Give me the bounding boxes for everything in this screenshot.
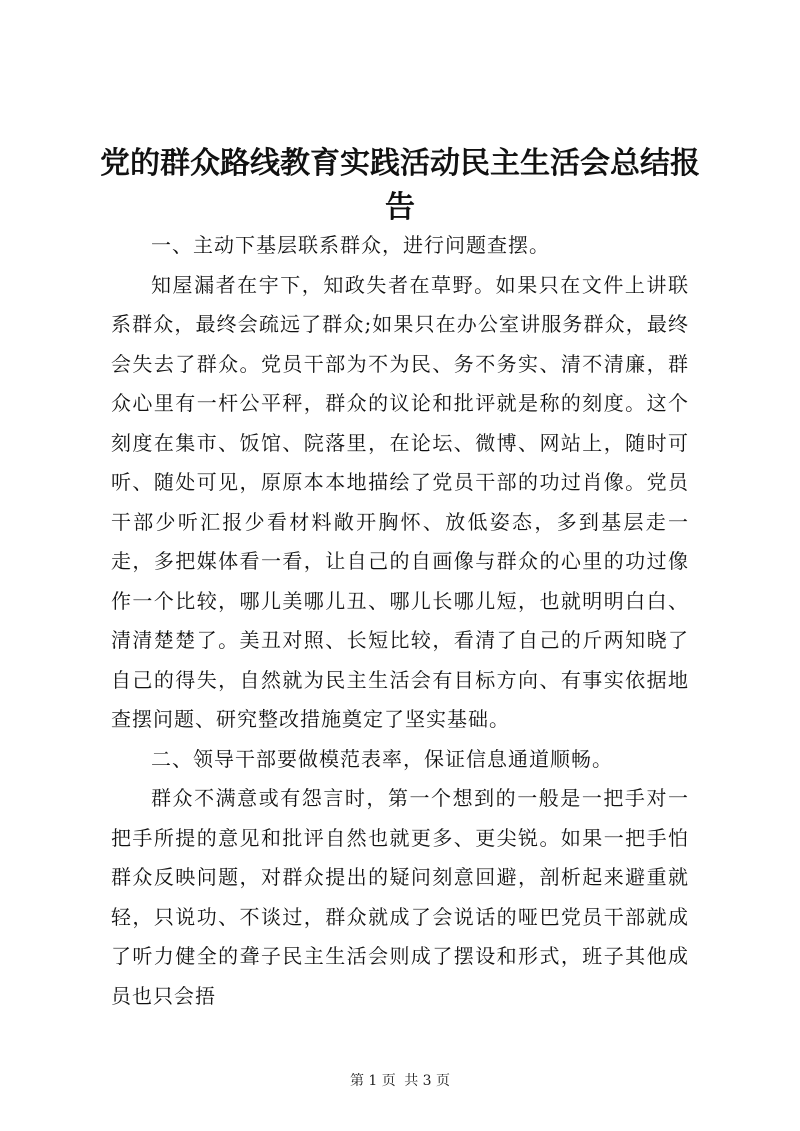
section-heading-1: 一、主动下基层联系群众，进行问题查摆。 [151,233,550,257]
page-total: 共 3 页 [404,1073,451,1089]
document-title: 党的群众路线教育实践活动民主生活会总结报告 [100,146,700,225]
section-heading-2: 二、领导干部要做模范表率，保证信息通道顺畅。 [151,746,613,771]
paragraph-2: 群众不满意或有怨言时，第一个想到的一般是一把手对一把手所提的意见和批评自然也就更多、更尖锐。如果一把手怕群众反映问题，对群众提出的疑问刻意回避，剖析起来避重就轻，只说功、不谈过，群众就成了会说话的哑巴党员干部就成了听力健全的聋子民主生活会则成了摆设和形式，班子其他成员也只会捂 [111,786,689,1008]
page-number: 第 1 页 [349,1073,396,1089]
paragraph-1: 知屋漏者在宇下，知政失者在草野。如果只在文件上讲联系群众，最终会疏远了群众;如果只在办公室讲服务群众，最终会失去了群众。党员干部为不为民、务不务实、清不清廉，群众心里有一杆公平秤，群众的议论和批评就是称的刻度。这个刻度在集市、饭馆、院落里，在论坛、微博、网站上，随时可听、随处可见，原原本本地描绘了党员干部的功过肖像。党员干部少听汇报少看材料敞开胸怀、放低姿态，多到基层走一走，多把媒体看一看，让自己的自画像与群众的心里的功过像作一个比较，哪儿美哪儿丑、哪儿长哪儿短，也就明明白白、清清楚楚了。美丑对照、长短比较，看清了自己的斤两知晓了自己的得失，自然就为民主生活会有目标方向、有事实依据地查摆问题、研究整改措施奠定了坚实基础。 [111,272,689,731]
document-body [111,226,689,1016]
page-footer [0,1071,800,1091]
